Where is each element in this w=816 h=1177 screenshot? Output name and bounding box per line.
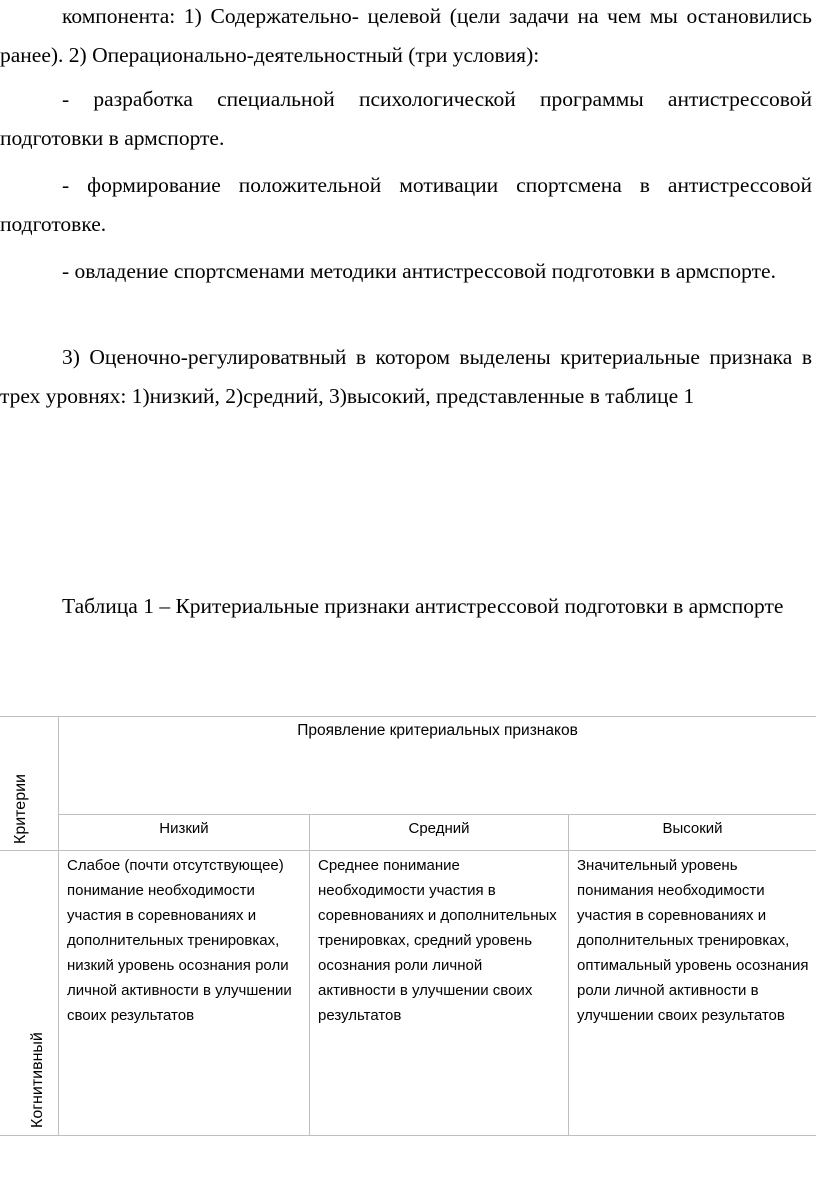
table-bottom-border (0, 1135, 816, 1136)
cell-cognitive-high: Значительный уровень понимания необходимости участия в соревнованиях и дополнительных тренировках, оптимальный уровень осознания роли личной активности в улучшении своих результатов (577, 857, 809, 1024)
row-criterion-cognitive: Когнитивный (29, 1032, 46, 1128)
criteria-table (0, 716, 816, 1136)
paragraph-evaluative: 3) Оценочно-регулироватвный в котором выделены критериальные признака в трех уровнях: 1)низкий, 2)средний, 3)высокий, представленные в таблице 1 (0, 345, 812, 408)
paragraph-condition-3: - овладение спортсменами методики антистрессовой подготовки в армспорте. (62, 259, 776, 283)
column-header-medium: Средний (408, 820, 470, 837)
column-header-high: Высокий (662, 820, 723, 837)
group-header: Проявление критериальных признаков (297, 722, 578, 739)
criteria-header: Критерии (12, 774, 29, 844)
table-caption: Таблица 1 – Критериальные признаки антистрессовой подготовки в армспорте (62, 594, 784, 618)
paragraph-components: компонента: 1) Содержательно- целевой (цели задачи на чем мы остановились ранее). 2) Операционально-деятельностный (три условия): (0, 4, 812, 67)
column-header-low: Низкий (159, 820, 209, 837)
cell-cognitive-low: Слабое (почти отсутствующее) понимание необходимости участия в соревнованиях и дополнительных тренировках, низкий уровень осознания роли личной активности в улучшении своих результатов (67, 857, 292, 1024)
table-header-bottom-border (0, 850, 816, 851)
cell-cognitive-medium: Среднее понимание необходимости участия в соревнованиях и дополнительных тренировках, средний уровень осознания роли личной активности в улучшении своих результатов (318, 857, 557, 1024)
paragraph-condition-2: - формирование положительной мотивации спортсмена в антистрессовой подготовке. (0, 173, 812, 236)
paragraph-condition-1: - разработка специальной психологической программы антистрессовой подготовки в армспорте. (0, 87, 812, 150)
